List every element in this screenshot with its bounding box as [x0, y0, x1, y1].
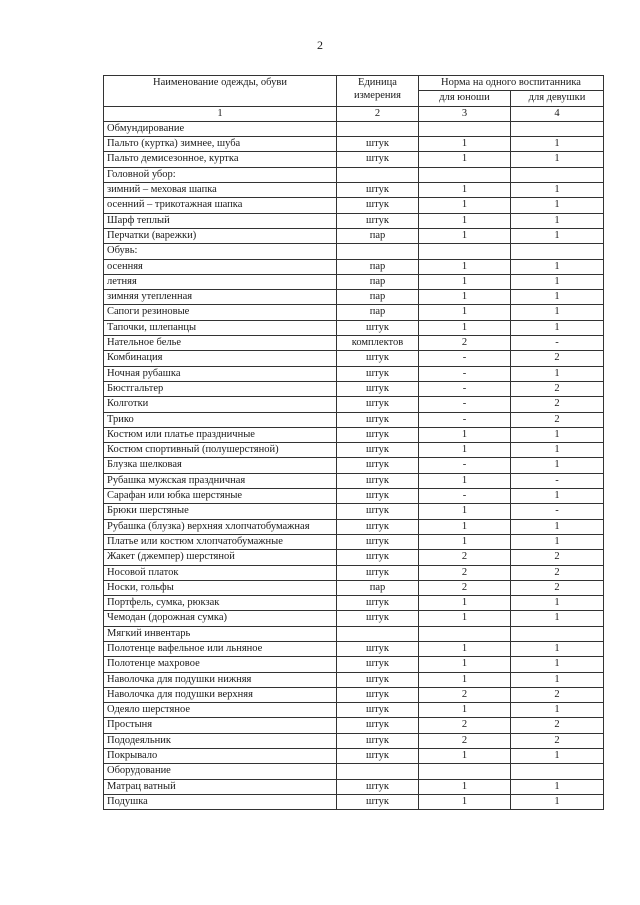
table-row	[104, 473, 604, 488]
cell-boys: 1	[419, 611, 511, 626]
cell-unit: пар	[337, 228, 419, 243]
table-row	[104, 672, 604, 687]
cell-unit: штук	[337, 397, 419, 412]
table-row	[104, 703, 604, 718]
cell-girls: 1	[511, 290, 604, 305]
cell-boys	[419, 626, 511, 641]
cell-name: Костюм спортивный (полушерстяной)	[104, 443, 337, 458]
cell-name: Ночная рубашка	[104, 366, 337, 381]
cell-girls: 2	[511, 351, 604, 366]
cell-unit: штук	[337, 718, 419, 733]
cell-name: Одеяло шерстяное	[104, 703, 337, 718]
cell-name: Платье или костюм хлопчатобумажные	[104, 534, 337, 549]
cell-boys: -	[419, 412, 511, 427]
cell-unit: штук	[337, 703, 419, 718]
cell-unit: штук	[337, 381, 419, 396]
header-girls: для девушки	[511, 91, 604, 106]
cell-unit: комплектов	[337, 336, 419, 351]
cell-girls: 1	[511, 228, 604, 243]
cell-girls	[511, 626, 604, 641]
cell-girls: -	[511, 473, 604, 488]
cell-unit: штук	[337, 687, 419, 702]
cell-unit: штук	[337, 198, 419, 213]
cell-boys: 1	[419, 749, 511, 764]
table-row	[104, 458, 604, 473]
cell-unit: пар	[337, 259, 419, 274]
table-row	[104, 167, 604, 182]
table-row	[104, 657, 604, 672]
cell-boys: -	[419, 381, 511, 396]
cell-boys: 1	[419, 274, 511, 289]
cell-name: летняя	[104, 274, 337, 289]
cell-unit: штук	[337, 733, 419, 748]
cell-boys	[419, 167, 511, 182]
cell-girls: -	[511, 504, 604, 519]
cell-unit: штук	[337, 779, 419, 794]
table-row	[104, 733, 604, 748]
cell-unit: штук	[337, 458, 419, 473]
cell-unit: штук	[337, 565, 419, 580]
cell-girls: 1	[511, 137, 604, 152]
cell-unit: штук	[337, 504, 419, 519]
cell-unit	[337, 121, 419, 136]
table-body	[104, 121, 604, 809]
clothing-norms-table	[103, 75, 604, 810]
table-row	[104, 290, 604, 305]
cell-boys: 1	[419, 427, 511, 442]
table-row	[104, 519, 604, 534]
cell-girls: 1	[511, 213, 604, 228]
cell-name: Блузка шелковая	[104, 458, 337, 473]
table-row	[104, 534, 604, 549]
cell-girls: 2	[511, 381, 604, 396]
cell-girls: 1	[511, 305, 604, 320]
table-row	[104, 596, 604, 611]
cell-girls: 1	[511, 672, 604, 687]
table-row	[104, 412, 604, 427]
cell-girls: 1	[511, 779, 604, 794]
cell-unit: штук	[337, 534, 419, 549]
cell-name: Носки, гольфы	[104, 580, 337, 595]
table-row	[104, 641, 604, 656]
table-row	[104, 137, 604, 152]
cell-boys: 1	[419, 596, 511, 611]
cell-name: Носовой платок	[104, 565, 337, 580]
table-row	[104, 504, 604, 519]
cell-unit: штук	[337, 320, 419, 335]
cell-boys	[419, 764, 511, 779]
cell-name: Костюм или платье праздничные	[104, 427, 337, 442]
cell-girls: 1	[511, 320, 604, 335]
cell-unit	[337, 626, 419, 641]
cell-name: Простыня	[104, 718, 337, 733]
cell-name: осенний – трикотажная шапка	[104, 198, 337, 213]
header-unit: Единица измерения	[337, 76, 419, 107]
header-col-number: 2	[337, 106, 419, 121]
cell-unit: штук	[337, 137, 419, 152]
table-row	[104, 749, 604, 764]
cell-unit: штук	[337, 489, 419, 504]
cell-unit: штук	[337, 596, 419, 611]
cell-unit: пар	[337, 580, 419, 595]
cell-boys: 1	[419, 703, 511, 718]
cell-name: Брюки шерстяные	[104, 504, 337, 519]
cell-name: Чемодан (дорожная сумка)	[104, 611, 337, 626]
table-row	[104, 213, 604, 228]
table-row	[104, 718, 604, 733]
cell-name: Оборудование	[104, 764, 337, 779]
cell-boys: 2	[419, 718, 511, 733]
cell-unit: штук	[337, 443, 419, 458]
table-row	[104, 259, 604, 274]
cell-boys: 1	[419, 290, 511, 305]
cell-name: осенняя	[104, 259, 337, 274]
cell-girls: 2	[511, 397, 604, 412]
table-row	[104, 152, 604, 167]
cell-girls: 1	[511, 519, 604, 534]
cell-name: Головной убор:	[104, 167, 337, 182]
cell-name: Комбинация	[104, 351, 337, 366]
cell-boys: 1	[419, 657, 511, 672]
cell-name: Обувь:	[104, 244, 337, 259]
cell-name: Наволочка для подушки нижняя	[104, 672, 337, 687]
cell-unit: штук	[337, 611, 419, 626]
cell-name: Перчатки (варежки)	[104, 228, 337, 243]
cell-boys: 1	[419, 305, 511, 320]
table-row	[104, 228, 604, 243]
header-norm: Норма на одного воспитанника	[419, 76, 604, 91]
cell-unit: пар	[337, 290, 419, 305]
cell-boys: 2	[419, 336, 511, 351]
cell-girls: 1	[511, 611, 604, 626]
table-row	[104, 366, 604, 381]
cell-girls: 1	[511, 794, 604, 809]
table-row	[104, 244, 604, 259]
cell-girls: 1	[511, 198, 604, 213]
cell-girls: 1	[511, 749, 604, 764]
table-row	[104, 336, 604, 351]
cell-unit: пар	[337, 274, 419, 289]
cell-boys: 1	[419, 779, 511, 794]
cell-boys: -	[419, 397, 511, 412]
cell-unit	[337, 167, 419, 182]
cell-boys: 2	[419, 687, 511, 702]
cell-boys: 2	[419, 565, 511, 580]
cell-boys	[419, 244, 511, 259]
table-row	[104, 183, 604, 198]
cell-girls: 2	[511, 565, 604, 580]
cell-name: Колготки	[104, 397, 337, 412]
cell-unit: штук	[337, 412, 419, 427]
cell-boys: 1	[419, 259, 511, 274]
cell-boys: 1	[419, 443, 511, 458]
cell-girls: 1	[511, 641, 604, 656]
cell-boys: 1	[419, 534, 511, 549]
cell-unit: штук	[337, 183, 419, 198]
table-header	[104, 76, 604, 122]
cell-name: Полотенце вафельное или льняное	[104, 641, 337, 656]
cell-name: Мягкий инвентарь	[104, 626, 337, 641]
cell-girls: 1	[511, 259, 604, 274]
cell-boys: 2	[419, 580, 511, 595]
cell-girls	[511, 764, 604, 779]
cell-boys: 1	[419, 152, 511, 167]
cell-boys: 1	[419, 794, 511, 809]
cell-unit: штук	[337, 641, 419, 656]
header-col-number: 1	[104, 106, 337, 121]
cell-boys	[419, 121, 511, 136]
header-boys: для юноши	[419, 91, 511, 106]
cell-boys: 2	[419, 550, 511, 565]
cell-girls: 1	[511, 596, 604, 611]
cell-boys: 1	[419, 137, 511, 152]
cell-unit: штук	[337, 550, 419, 565]
cell-boys: 1	[419, 198, 511, 213]
header-name: Наименование одежды, обуви	[104, 76, 337, 107]
table-row	[104, 443, 604, 458]
table-row	[104, 305, 604, 320]
header-col-number: 3	[419, 106, 511, 121]
cell-name: Обмундирование	[104, 121, 337, 136]
page-number: 2	[317, 38, 323, 52]
cell-girls: 2	[511, 550, 604, 565]
cell-boys: 1	[419, 183, 511, 198]
cell-girls: 1	[511, 489, 604, 504]
cell-girls: 1	[511, 534, 604, 549]
table-row	[104, 565, 604, 580]
cell-boys: -	[419, 366, 511, 381]
cell-girls: 2	[511, 687, 604, 702]
cell-name: Рубашка (блузка) верхняя хлопчатобумажная	[104, 519, 337, 534]
cell-unit	[337, 244, 419, 259]
cell-name: Рубашка мужская праздничная	[104, 473, 337, 488]
cell-girls: 1	[511, 657, 604, 672]
table-row	[104, 489, 604, 504]
cell-girls: 1	[511, 458, 604, 473]
cell-name: Пододеяльник	[104, 733, 337, 748]
cell-boys: 1	[419, 228, 511, 243]
table-row	[104, 611, 604, 626]
table-row	[104, 381, 604, 396]
table-row	[104, 550, 604, 565]
cell-name: Сарафан или юбка шерстяные	[104, 489, 337, 504]
cell-name: Сапоги резиновые	[104, 305, 337, 320]
cell-name: Полотенце махровое	[104, 657, 337, 672]
cell-name: Бюстгальтер	[104, 381, 337, 396]
cell-girls: 1	[511, 274, 604, 289]
cell-girls	[511, 167, 604, 182]
cell-boys: 1	[419, 672, 511, 687]
cell-girls: 1	[511, 427, 604, 442]
table-row	[104, 198, 604, 213]
cell-name: Покрывало	[104, 749, 337, 764]
cell-girls: 1	[511, 443, 604, 458]
table-row	[104, 764, 604, 779]
cell-name: Подушка	[104, 794, 337, 809]
cell-unit	[337, 764, 419, 779]
cell-unit: штук	[337, 213, 419, 228]
cell-girls: 1	[511, 152, 604, 167]
cell-boys: 1	[419, 320, 511, 335]
cell-name: Наволочка для подушки верхняя	[104, 687, 337, 702]
table-row	[104, 121, 604, 136]
table-row	[104, 580, 604, 595]
cell-unit: штук	[337, 672, 419, 687]
cell-girls: 1	[511, 703, 604, 718]
cell-boys: 1	[419, 213, 511, 228]
table-row	[104, 779, 604, 794]
cell-name: Жакет (джемпер) шерстяной	[104, 550, 337, 565]
cell-name: Нательное белье	[104, 336, 337, 351]
cell-boys: 1	[419, 504, 511, 519]
cell-girls: 2	[511, 718, 604, 733]
cell-name: Матрац ватный	[104, 779, 337, 794]
cell-girls	[511, 121, 604, 136]
table-row	[104, 274, 604, 289]
cell-name: Портфель, сумка, рюкзак	[104, 596, 337, 611]
cell-girls: 2	[511, 733, 604, 748]
cell-name: зимний – меховая шапка	[104, 183, 337, 198]
cell-girls: -	[511, 336, 604, 351]
table-row	[104, 351, 604, 366]
cell-name: Трико	[104, 412, 337, 427]
cell-boys: 1	[419, 519, 511, 534]
cell-unit: штук	[337, 749, 419, 764]
cell-name: Шарф теплый	[104, 213, 337, 228]
cell-unit: штук	[337, 519, 419, 534]
table-row	[104, 794, 604, 809]
cell-unit: пар	[337, 305, 419, 320]
table-row	[104, 320, 604, 335]
cell-unit: штук	[337, 152, 419, 167]
cell-girls: 2	[511, 412, 604, 427]
table-row	[104, 687, 604, 702]
cell-girls	[511, 244, 604, 259]
cell-girls: 1	[511, 183, 604, 198]
cell-boys: -	[419, 351, 511, 366]
cell-unit: штук	[337, 427, 419, 442]
cell-boys: 2	[419, 733, 511, 748]
table-row	[104, 626, 604, 641]
cell-boys: 1	[419, 473, 511, 488]
cell-unit: штук	[337, 473, 419, 488]
cell-unit: штук	[337, 657, 419, 672]
table-row	[104, 397, 604, 412]
header-col-number: 4	[511, 106, 604, 121]
cell-boys: 1	[419, 641, 511, 656]
cell-unit: штук	[337, 351, 419, 366]
cell-boys: -	[419, 458, 511, 473]
cell-name: Тапочки, шлепанцы	[104, 320, 337, 335]
cell-unit: штук	[337, 794, 419, 809]
cell-name: Пальто (куртка) зимнее, шуба	[104, 137, 337, 152]
cell-boys: -	[419, 489, 511, 504]
cell-unit: штук	[337, 366, 419, 381]
cell-name: Пальто демисезонное, куртка	[104, 152, 337, 167]
cell-girls: 1	[511, 366, 604, 381]
cell-name: зимняя утепленная	[104, 290, 337, 305]
table-row	[104, 427, 604, 442]
cell-girls: 2	[511, 580, 604, 595]
